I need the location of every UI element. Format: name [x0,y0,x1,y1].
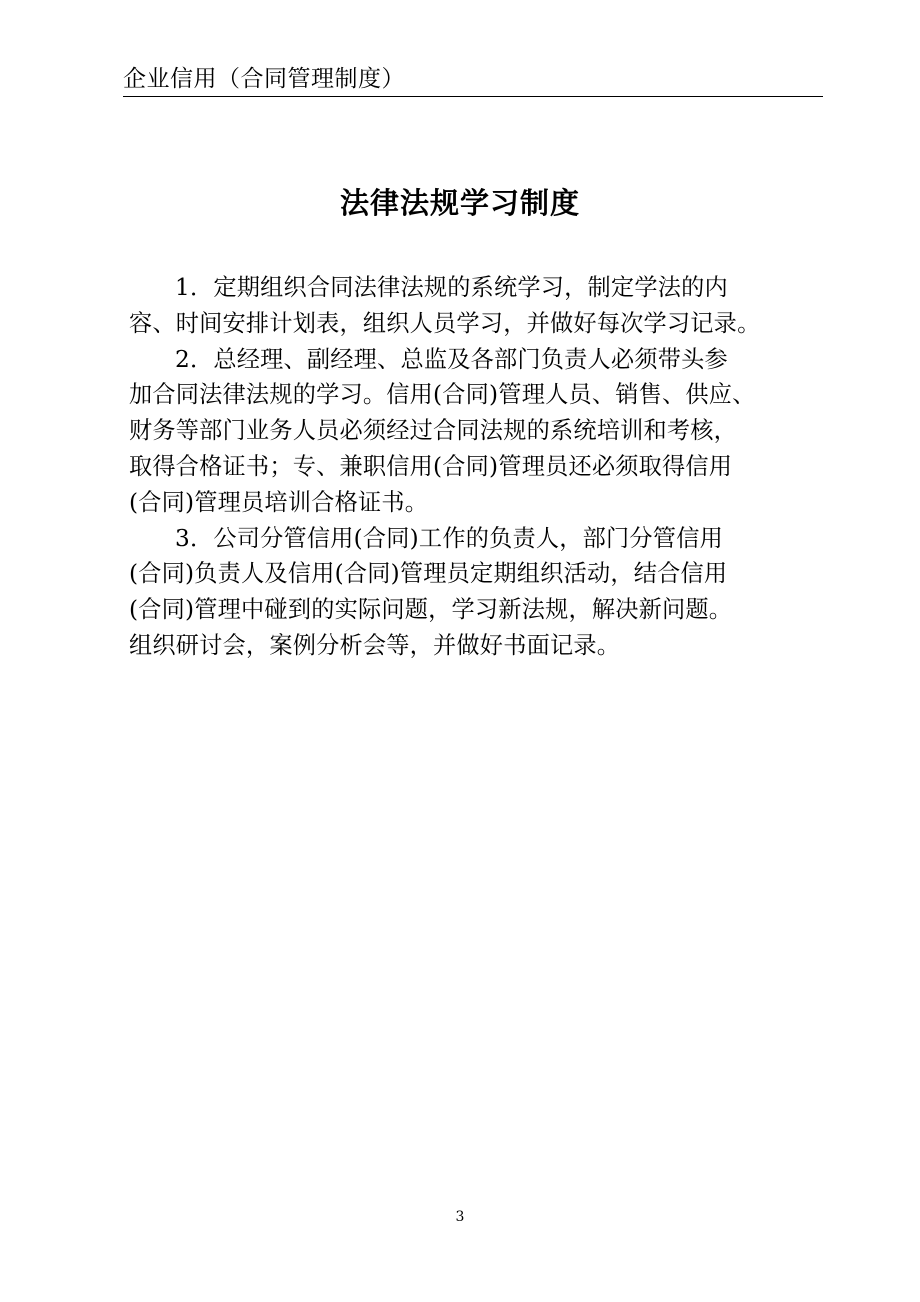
paragraph-line: 取得合格证书；专、兼职信用(合同)管理员还必须取得信用 [129,452,733,480]
header-divider [123,96,823,97]
document-body [129,270,793,664]
document-title: 法律法规学习制度 [339,186,580,220]
paragraph-2 [129,342,793,521]
paragraph-line: 组织研讨会，案例分析会等，并做好书面记录。 [129,631,621,659]
header-title: 企业信用（合同管理制度） [123,66,405,92]
paragraph-1 [129,270,793,342]
paragraph-line: 2．总经理、副经理、总监及各部门负责人必须带头参 [175,345,728,373]
page-header [123,62,823,98]
paragraph-line: 财务等部门业务人员必须经过合同法规的系统培训和考核， [129,417,738,445]
paragraph-line: (合同)管理中碰到的实际问题，学习新法规，解决新问题。 [129,596,733,624]
page-number: 3 [455,1209,465,1225]
paragraph-line: 3．公司分管信用(合同)工作的负责人，部门分管信用 [175,524,723,552]
paragraph-line: 1．定期组织合同法律法规的系统学习，制定学法的内 [175,274,728,301]
paragraph-3 [129,521,793,664]
paragraph-line: 容、时间安排计划表，组织人员学习，并做好每次学习记录。 [129,309,761,337]
paragraph-line: 加合同法律法规的学习。信用(合同)管理人员、销售、供应、 [129,381,756,409]
paragraph-line: (合同)管理员培训合格证书。 [129,488,429,516]
paragraph-line: (合同)负责人及信用(合同)管理员定期组织活动，结合信用 [129,560,728,588]
